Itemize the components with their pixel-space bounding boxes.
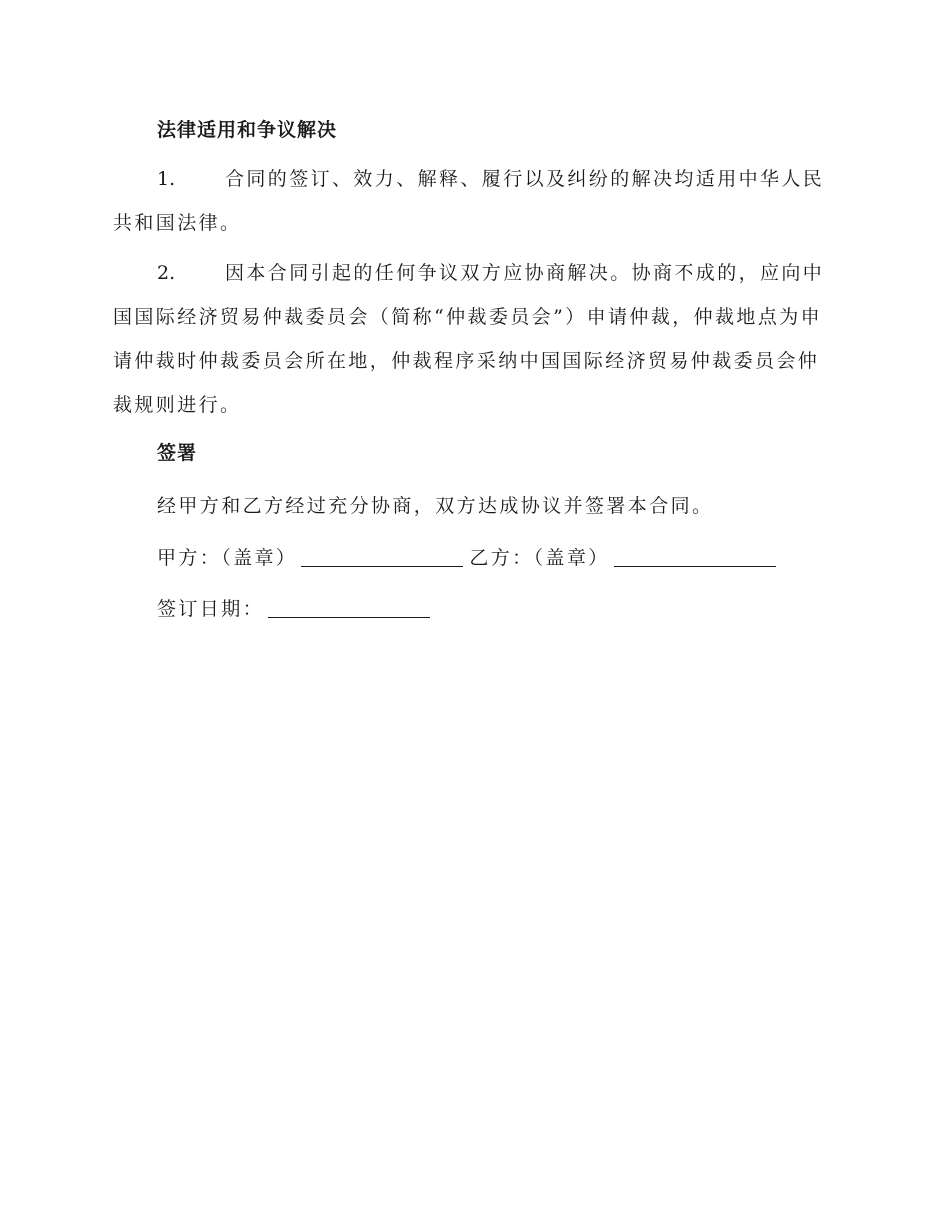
signature-statement: 经甲方和乙方经过充分协商，双方达成协议并签署本合同。 xyxy=(157,495,714,517)
party-a-signature-blank xyxy=(301,565,463,567)
section-heading-dispute: 法律适用和争议解决 xyxy=(157,119,338,141)
party-b-label: 乙方：（盖章） xyxy=(469,547,610,569)
sign-date-blank xyxy=(268,616,430,618)
party-signature-row xyxy=(157,543,782,570)
party-b-signature-blank xyxy=(614,565,776,567)
section-heading-signature: 签署 xyxy=(157,442,198,464)
clause-1-text: 合同的签订、效力、解释、履行以及纠纷的解决均适用中华人民共和国法律。 xyxy=(113,168,825,234)
clause-1-number: 1. xyxy=(157,168,176,190)
clause-2-number: 2. xyxy=(157,262,176,284)
party-a-label: 甲方：（盖章） xyxy=(157,547,298,569)
sign-date-row xyxy=(157,594,436,621)
clause-2-text: 因本合同引起的任何争议双方应协商解决。协商不成的，应向中国国际经济贸易仲裁委员会（简称“仲裁委员会”）申请仲裁，仲裁地点为申请仲裁时仲裁委员会所在地，仲裁程序采纳中国国际经济贸易仲裁委员会仲裁规则进行。 xyxy=(113,262,825,416)
sign-date-label: 签订日期： xyxy=(157,598,265,620)
clause-1 xyxy=(113,157,835,245)
clause-2 xyxy=(113,251,835,427)
